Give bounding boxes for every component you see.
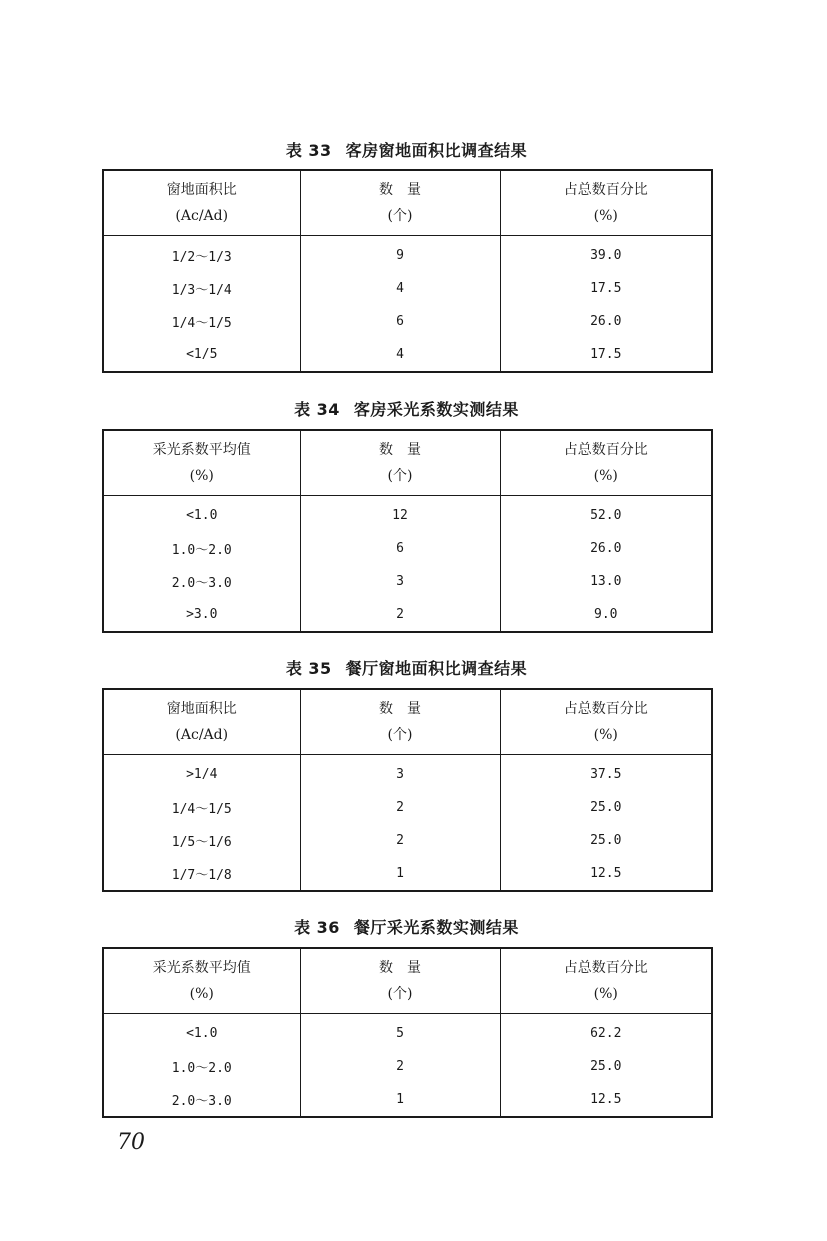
table-number: 表 34 bbox=[294, 400, 340, 419]
table-number: 表 35 bbox=[285, 659, 332, 678]
header-cell: 采光系数平均值 (%) bbox=[103, 430, 300, 496]
table-cell: 17.5 bbox=[500, 338, 712, 372]
table-cell: 25.0 bbox=[500, 1050, 712, 1083]
table-cell: 1/5～1/6 bbox=[171, 835, 232, 850]
table-caption bbox=[102, 656, 711, 679]
table-cell: 4 bbox=[300, 338, 500, 372]
table-title: 客房窗地面积比调查结果 bbox=[345, 141, 528, 160]
table-title: 客房采光系数实测结果 bbox=[353, 400, 519, 419]
table-cell: 12 bbox=[300, 496, 500, 533]
header-row bbox=[103, 689, 712, 755]
header-row bbox=[103, 430, 712, 496]
table-cell: 17.5 bbox=[500, 272, 712, 305]
table-cell: 2 bbox=[300, 598, 500, 632]
table-cell: 3 bbox=[300, 565, 500, 598]
table-caption bbox=[102, 138, 711, 161]
table-cell: 62.2 bbox=[500, 1014, 712, 1051]
table-cell: 26.0 bbox=[500, 532, 712, 565]
data-table bbox=[102, 688, 713, 892]
table-row bbox=[103, 565, 712, 598]
table-cell: 1/4～1/5 bbox=[171, 316, 232, 331]
page-number: 70 bbox=[117, 1130, 145, 1155]
table-row bbox=[103, 857, 712, 891]
table-cell: 1.0～2.0 bbox=[171, 543, 232, 558]
table-caption bbox=[102, 397, 711, 420]
table-cell: 12.5 bbox=[500, 857, 712, 891]
table-cell: 1 bbox=[300, 1083, 500, 1117]
table-cell: 12.5 bbox=[500, 1083, 712, 1117]
table-title: 餐厅窗地面积比调查结果 bbox=[345, 659, 528, 678]
table-row bbox=[103, 1050, 712, 1083]
table-cell: 1/4～1/5 bbox=[171, 802, 232, 817]
table-row bbox=[103, 338, 712, 372]
table-cell: 39.0 bbox=[500, 236, 712, 273]
table-row bbox=[103, 824, 712, 857]
data-table bbox=[102, 947, 713, 1118]
table-cell: 1/2～1/3 bbox=[171, 250, 232, 265]
table-row bbox=[103, 496, 712, 533]
table-cell: <1/5 bbox=[186, 347, 218, 362]
table-number: 表 33 bbox=[285, 141, 332, 160]
table-cell: 9 bbox=[300, 236, 500, 273]
header-row bbox=[103, 948, 712, 1014]
table-row bbox=[103, 532, 712, 565]
table-row bbox=[103, 598, 712, 632]
table-cell: 1.0～2.0 bbox=[171, 1061, 232, 1076]
header-cell: 窗地面积比 (Ac/Ad) bbox=[103, 170, 300, 236]
table-row bbox=[103, 272, 712, 305]
header-cell: 窗地面积比 (Ac/Ad) bbox=[103, 689, 300, 755]
table-row bbox=[103, 1083, 712, 1117]
table-cell: 2.0～3.0 bbox=[171, 1094, 232, 1109]
table-cell: 52.0 bbox=[500, 496, 712, 533]
header-cell: 数 量 (个) bbox=[300, 948, 500, 1014]
table-cell: 25.0 bbox=[500, 791, 712, 824]
table-row bbox=[103, 305, 712, 338]
header-cell: 占总数百分比 (%) bbox=[500, 689, 712, 755]
data-table bbox=[102, 429, 713, 633]
header-cell: 数 量 (个) bbox=[300, 430, 500, 496]
table-cell: 6 bbox=[300, 532, 500, 565]
table-row bbox=[103, 236, 712, 273]
header-cell: 数 量 (个) bbox=[300, 689, 500, 755]
table-cell: 2 bbox=[300, 1050, 500, 1083]
table-cell: 9.0 bbox=[500, 598, 712, 632]
table-title: 餐厅采光系数实测结果 bbox=[353, 918, 519, 937]
data-table bbox=[102, 169, 713, 373]
table-cell: 6 bbox=[300, 305, 500, 338]
table-cell: 2.0～3.0 bbox=[171, 576, 232, 591]
table-cell: 5 bbox=[300, 1014, 500, 1051]
header-cell: 数 量 (个) bbox=[300, 170, 500, 236]
table-caption bbox=[102, 915, 711, 938]
table-cell: 13.0 bbox=[500, 565, 712, 598]
table-cell: >3.0 bbox=[186, 607, 218, 622]
table-cell: <1.0 bbox=[186, 508, 218, 523]
table-cell: 4 bbox=[300, 272, 500, 305]
table-cell: 2 bbox=[300, 791, 500, 824]
table-cell: <1.0 bbox=[186, 1026, 218, 1041]
header-cell: 采光系数平均值 (%) bbox=[103, 948, 300, 1014]
table-cell: 37.5 bbox=[500, 755, 712, 792]
table-number: 表 36 bbox=[294, 918, 340, 937]
table-cell: 25.0 bbox=[500, 824, 712, 857]
table-row bbox=[103, 1014, 712, 1051]
table-cell: 1/3～1/4 bbox=[171, 283, 232, 298]
table-cell: 2 bbox=[300, 824, 500, 857]
table-cell: 3 bbox=[300, 755, 500, 792]
table-cell: 26.0 bbox=[500, 305, 712, 338]
table-cell: >1/4 bbox=[186, 767, 218, 782]
table-row bbox=[103, 791, 712, 824]
header-row bbox=[103, 170, 712, 236]
header-cell: 占总数百分比 (%) bbox=[500, 170, 712, 236]
table-cell: 1/7～1/8 bbox=[171, 868, 232, 883]
header-cell: 占总数百分比 (%) bbox=[500, 948, 712, 1014]
table-cell: 1 bbox=[300, 857, 500, 891]
table-row bbox=[103, 755, 712, 792]
header-cell: 占总数百分比 (%) bbox=[500, 430, 712, 496]
